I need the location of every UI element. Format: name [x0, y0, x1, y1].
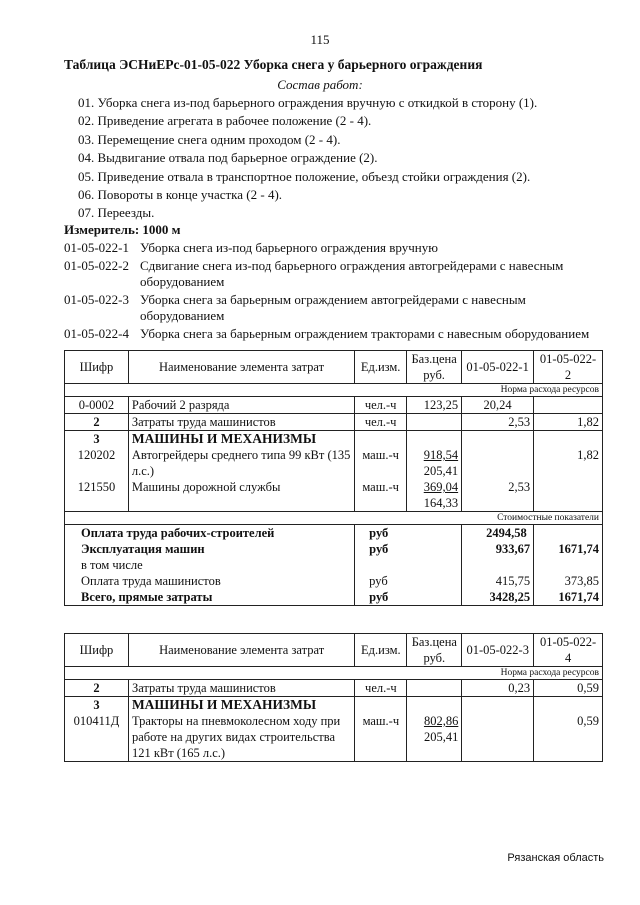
cost-value-1 [462, 557, 534, 573]
cell-unit: чел.-ч [355, 414, 407, 431]
section-label-row [65, 384, 603, 397]
code-item [64, 240, 594, 256]
cost-value-2 [534, 525, 603, 542]
code-description: Уборка снега за барьерным ограждением автогрейдерами с навесным оборудованием [140, 292, 526, 323]
work-item: 04. Выдвигание отвала под барьерное ограждение (2). [78, 150, 378, 166]
work-item: 07. Переезды. [78, 205, 155, 221]
cost-unit: руб [355, 573, 462, 589]
header-col-2: 01-05-022-2 [534, 351, 603, 384]
cell-name: Затраты труда машинистов [128, 680, 354, 697]
measurer: Измеритель: 1000 м [64, 222, 181, 237]
table-header-row [65, 351, 603, 384]
header-code: Шифр [65, 634, 129, 667]
code-number: 01-05-022-3 [64, 292, 129, 307]
table-row [65, 447, 603, 479]
cost-unit: руб [355, 589, 462, 606]
cost-row [65, 573, 603, 589]
cell-name: МАШИНЫ И МЕХАНИЗМЫ [128, 697, 354, 714]
table-row [65, 397, 603, 414]
code-item [64, 292, 594, 324]
work-composition-heading: Состав работ: [277, 77, 363, 92]
header-code: Шифр [65, 351, 129, 384]
cost-row [65, 589, 603, 606]
cell-unit: маш.-ч [355, 447, 407, 479]
cell-value-2 [534, 479, 603, 512]
cell-code: 3 [65, 431, 129, 448]
table-row [65, 479, 603, 512]
work-list [78, 94, 537, 223]
cost-value-2: 1671,74 [534, 541, 603, 557]
cell-value-2: 0,59 [534, 680, 603, 697]
cost-row [65, 525, 603, 542]
cell-value-1 [462, 713, 534, 762]
price-value: 802,86 [423, 714, 459, 728]
work-item: 02. Приведение агрегата в рабочее положение (2 - 4). [78, 113, 372, 129]
cell-code: 120202 [65, 447, 129, 479]
cell-code: 2 [65, 680, 129, 697]
cell-code: 121550 [65, 479, 129, 512]
cell-name: Затраты труда машинистов [128, 414, 354, 431]
cell-empty [355, 697, 407, 714]
price-value: 918,54 [423, 448, 459, 462]
cell-value-1 [462, 447, 534, 479]
cell-unit: маш.-ч [355, 713, 407, 762]
cell-code: 010411Д [65, 713, 129, 762]
cell-empty [462, 697, 534, 714]
cell-price: 123,25 [407, 397, 462, 414]
cell-value-1: 2,53 [462, 479, 534, 512]
cell-price [407, 713, 462, 762]
table-header-row [65, 634, 603, 667]
cell-code: 3 [65, 697, 129, 714]
header-col-1: 01-05-022-3 [462, 634, 534, 667]
work-item: 06. Повороты в конце участка (2 - 4). [78, 186, 283, 202]
cell-unit: чел.-ч [355, 397, 407, 414]
cost-name: Эксплуатация машин [65, 541, 355, 557]
cell-value-2 [534, 397, 603, 414]
price-wage: 205,41 [423, 464, 459, 478]
cost-name: Всего, прямые затраты [65, 589, 355, 606]
cell-name: Тракторы на пневмоколесном ходу при работе на других видах строительства 121 кВт (165 л.с.) [128, 713, 354, 762]
cell-code: 0-0002 [65, 397, 129, 414]
cell-value-1: 20,24 [462, 397, 534, 414]
cell-value-2: 1,82 [534, 447, 603, 479]
work-item: 05. Приведение отвала в транспортное положение, объезд стойки ограждения (2). [78, 168, 531, 184]
table-title: Таблица ЭСНиЕРс-01-05-022 Уборка снега у барьерного ограждения [64, 57, 483, 72]
cell-price [407, 680, 462, 697]
cell-code: 2 [65, 414, 129, 431]
cell-name: Автогрейдеры среднего типа 99 кВт (135 л.с.) [128, 447, 354, 479]
code-number: 01-05-022-1 [64, 240, 129, 255]
cost-value-1: 415,75 [462, 573, 534, 589]
header-price: Баз.цена руб. [407, 351, 462, 384]
cost-value-2: 1671,74 [534, 589, 603, 606]
cost-unit: руб [355, 525, 462, 542]
cost-row [65, 557, 603, 573]
cell-unit: маш.-ч [355, 479, 407, 512]
cost-value-1: 3428,25 [462, 589, 534, 606]
price-wage: 164,33 [423, 496, 459, 510]
code-description: Уборка снега из-под барьерного ограждения вручную [140, 240, 438, 255]
cell-empty [462, 431, 534, 448]
cell-price [407, 414, 462, 431]
table-row [65, 431, 603, 448]
cost-value-2 [534, 557, 603, 573]
header-col-1: 01-05-022-1 [462, 351, 534, 384]
cell-unit: чел.-ч [355, 680, 407, 697]
page-number: 115 [310, 32, 330, 47]
cost-name: Оплата труда рабочих-строителей [65, 525, 355, 542]
cost-name: в том числе [65, 557, 355, 573]
cell-empty [534, 431, 603, 448]
code-item [64, 258, 594, 290]
table-row [65, 713, 603, 762]
cost-row [65, 541, 603, 557]
cell-empty [355, 431, 407, 448]
section-label-row [65, 667, 603, 680]
code-description: Уборка снега за барьерным ограждением тракторами с навесным оборудованием [140, 326, 590, 341]
code-number: 01-05-022-2 [64, 258, 129, 273]
resource-table-2 [64, 633, 603, 762]
work-item: 03. Перемещение снега одним проходом (2 - 4). [78, 131, 341, 147]
cost-value-1: 2494,58 [462, 525, 534, 542]
footer-region: Рязанская область [507, 852, 604, 864]
header-unit: Ед.изм. [355, 351, 407, 384]
cell-price [407, 479, 462, 512]
cell-empty [407, 697, 462, 714]
code-number: 01-05-022-4 [64, 326, 129, 341]
cell-name: МАШИНЫ И МЕХАНИЗМЫ [128, 431, 354, 448]
header-name: Наименование элемента затрат [128, 351, 354, 384]
cell-value-2: 1,82 [534, 414, 603, 431]
table-row [65, 680, 603, 697]
header-name: Наименование элемента затрат [128, 634, 354, 667]
header-unit: Ед.изм. [355, 634, 407, 667]
cost-unit [355, 557, 462, 573]
table-row [65, 697, 603, 714]
section-label-row [65, 512, 603, 525]
norm-label: Норма расхода ресурсов [65, 384, 603, 397]
cell-name: Рабочий 2 разряда [128, 397, 354, 414]
resource-table-1 [64, 350, 603, 606]
cell-empty [407, 431, 462, 448]
cost-value-1: 933,67 [462, 541, 534, 557]
code-list [64, 240, 594, 344]
cost-unit: руб [355, 541, 462, 557]
cell-empty [534, 697, 603, 714]
cell-price [407, 447, 462, 479]
cost-value-2: 373,85 [534, 573, 603, 589]
header-col-2: 01-05-022-4 [534, 634, 603, 667]
norm-label: Норма расхода ресурсов [65, 667, 603, 680]
table-row [65, 414, 603, 431]
code-description: Сдвигание снега из-под барьерного ограждения автогрейдерами с навесным оборудованием [140, 258, 564, 289]
cost-label: Стоимостные показатели [65, 512, 603, 525]
header-price: Баз.цена руб. [407, 634, 462, 667]
cell-value-1: 2,53 [462, 414, 534, 431]
cell-value-1: 0,23 [462, 680, 534, 697]
price-wage: 205,41 [423, 730, 459, 744]
cell-name: Машины дорожной службы [128, 479, 354, 512]
cell-value-2: 0,59 [534, 713, 603, 762]
code-item [64, 326, 594, 342]
cost-name: Оплата труда машинистов [65, 573, 355, 589]
work-item: 01. Уборка снега из-под барьерного ограждения вручную с откидкой в сторону (1). [78, 95, 538, 110]
price-value: 369,04 [423, 480, 459, 494]
